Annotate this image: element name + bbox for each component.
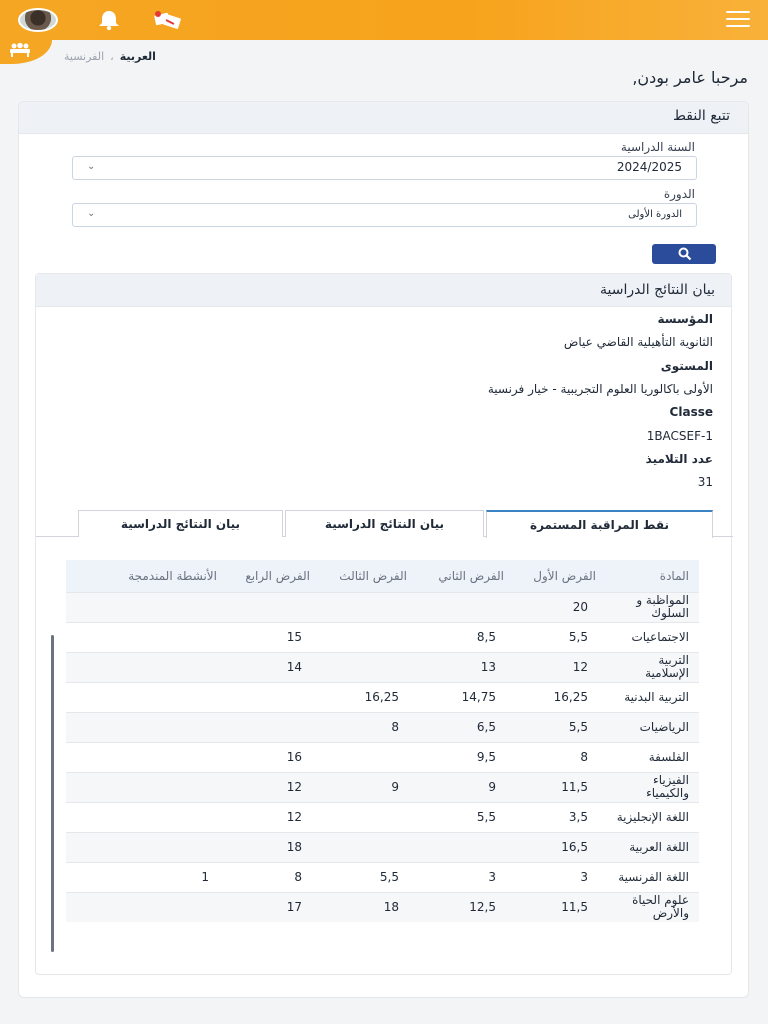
search-icon [678, 247, 692, 261]
score-cell [66, 592, 227, 622]
table-row [66, 892, 699, 922]
table-row [66, 592, 699, 622]
greeting: مرحبا عامر بودن, [632, 68, 748, 87]
subject-cell: المواظبة و السلوك [606, 592, 699, 622]
column-header: الفرض الثالث [320, 560, 417, 592]
score-cell: 18 [227, 832, 320, 862]
subject-cell: الفلسفة [606, 742, 699, 772]
score-cell [66, 772, 227, 802]
score-cell: 14,75 [417, 682, 514, 712]
tab-continuous-assessment[interactable]: نقط المراقبة المستمرة [486, 510, 713, 538]
language-switch [64, 50, 156, 63]
score-cell [320, 592, 417, 622]
score-cell [66, 742, 227, 772]
score-cell [320, 652, 417, 682]
school-year-value: 2024/2025 [616, 160, 682, 174]
score-cell: 9 [417, 772, 514, 802]
language-french-link[interactable]: الفرنسية [64, 50, 105, 63]
score-cell: 20 [514, 592, 606, 622]
score-cell: 3 [417, 862, 514, 892]
score-cell: 8 [227, 862, 320, 892]
grades-tracking-card [18, 101, 749, 998]
students-value: 31 [697, 475, 713, 489]
score-cell [320, 622, 417, 652]
score-cell: 13 [417, 652, 514, 682]
table-row [66, 742, 699, 772]
subject-cell: الرياضيات [606, 712, 699, 742]
score-cell: 16,25 [320, 682, 417, 712]
score-cell: 5,5 [320, 862, 417, 892]
messages-icon[interactable] [152, 9, 184, 31]
score-cell: 12 [227, 802, 320, 832]
school-year-select[interactable] [72, 156, 697, 180]
subject-cell: علوم الحياة والأرض [606, 892, 699, 922]
score-cell: 11,5 [514, 892, 606, 922]
score-cell: 16,5 [514, 832, 606, 862]
chevron-down-icon: ⌄ [87, 161, 96, 172]
score-cell: 12,5 [417, 892, 514, 922]
score-cell: 8 [320, 712, 417, 742]
column-header: الفرض الأول [514, 560, 606, 592]
subject-cell: التربية البدنية [606, 682, 699, 712]
results-card [35, 273, 732, 975]
score-cell [320, 832, 417, 862]
score-cell [66, 832, 227, 862]
table-scrollbar[interactable] [51, 635, 54, 952]
table-row [66, 622, 699, 652]
table-row [66, 682, 699, 712]
score-cell: 3,5 [514, 802, 606, 832]
score-cell: 9,5 [417, 742, 514, 772]
language-separator: ، [110, 50, 114, 63]
subject-cell: اللغة الفرنسية [606, 862, 699, 892]
grades-table-wrapper [66, 560, 699, 922]
score-cell: 6,5 [417, 712, 514, 742]
institution-value: الثانوية التأهيلية القاضي عياض [563, 335, 713, 349]
score-cell [320, 742, 417, 772]
score-cell: 15 [227, 622, 320, 652]
score-cell: 12 [514, 652, 606, 682]
session-select[interactable] [72, 203, 697, 227]
subject-cell: اللغة العربية [606, 832, 699, 862]
score-cell [227, 592, 320, 622]
table-row [66, 652, 699, 682]
column-header: الفرض الثاني [417, 560, 514, 592]
school-year-label: السنة الدراسية [620, 140, 695, 154]
score-cell: 8,5 [417, 622, 514, 652]
column-header: المادة [606, 560, 699, 592]
class-label: Classe [669, 405, 713, 419]
score-cell [66, 802, 227, 832]
search-button[interactable] [652, 244, 716, 264]
class-value: 1BACSEF-1 [646, 429, 713, 443]
table-row [66, 862, 699, 892]
level-label: المستوى [660, 359, 713, 373]
tab-results-statement-2[interactable]: بيان النتائج الدراسية [78, 510, 283, 537]
session-value: الدورة الأولى [628, 209, 682, 220]
students-label: عدد التلاميذ [645, 452, 713, 466]
subject-cell: اللغة الإنجليزية [606, 802, 699, 832]
score-cell: 5,5 [514, 712, 606, 742]
score-cell: 5,5 [417, 802, 514, 832]
score-cell [66, 622, 227, 652]
table-row [66, 832, 699, 862]
score-cell: 17 [227, 892, 320, 922]
top-bar [0, 0, 768, 40]
level-value: الأولى باكالوريا العلوم التجريبية - خيار فرنسية [487, 382, 713, 396]
score-cell: 1 [66, 862, 227, 892]
bell-icon[interactable] [96, 9, 122, 31]
grades-table [66, 560, 699, 922]
score-cell [417, 832, 514, 862]
score-cell: 5,5 [514, 622, 606, 652]
table-row [66, 802, 699, 832]
score-cell [227, 712, 320, 742]
score-cell [66, 712, 227, 742]
tab-results-statement[interactable]: بيان النتائج الدراسية [285, 510, 484, 537]
subject-cell: التربية الإسلامية [606, 652, 699, 682]
score-cell [320, 802, 417, 832]
card-title: تتبع النقط [19, 102, 748, 134]
score-cell [66, 652, 227, 682]
hamburger-menu-icon[interactable] [726, 11, 750, 29]
score-cell [417, 592, 514, 622]
score-cell: 16 [227, 742, 320, 772]
score-cell: 12 [227, 772, 320, 802]
score-cell: 9 [320, 772, 417, 802]
language-arabic-link[interactable]: العربية [119, 50, 156, 63]
table-header-row [66, 560, 699, 592]
score-cell: 8 [514, 742, 606, 772]
chevron-down-icon: ⌄ [87, 208, 96, 219]
score-cell: 11,5 [514, 772, 606, 802]
score-cell [66, 892, 227, 922]
score-cell: 16,25 [514, 682, 606, 712]
group-icon[interactable] [8, 42, 32, 58]
subject-cell: الاجتماعيات [606, 622, 699, 652]
score-cell [227, 682, 320, 712]
session-label: الدورة [663, 187, 695, 201]
institution-label: المؤسسة [657, 312, 713, 326]
column-header: الأنشطة المندمجة [66, 560, 227, 592]
column-header: الفرض الرابع [227, 560, 320, 592]
table-row [66, 772, 699, 802]
avatar[interactable] [18, 8, 58, 32]
score-cell: 18 [320, 892, 417, 922]
score-cell [66, 682, 227, 712]
subject-cell: الفيزياء والكيمياء [606, 772, 699, 802]
score-cell: 14 [227, 652, 320, 682]
table-row [66, 712, 699, 742]
results-title: بيان النتائج الدراسية [36, 274, 731, 307]
score-cell: 3 [514, 862, 606, 892]
